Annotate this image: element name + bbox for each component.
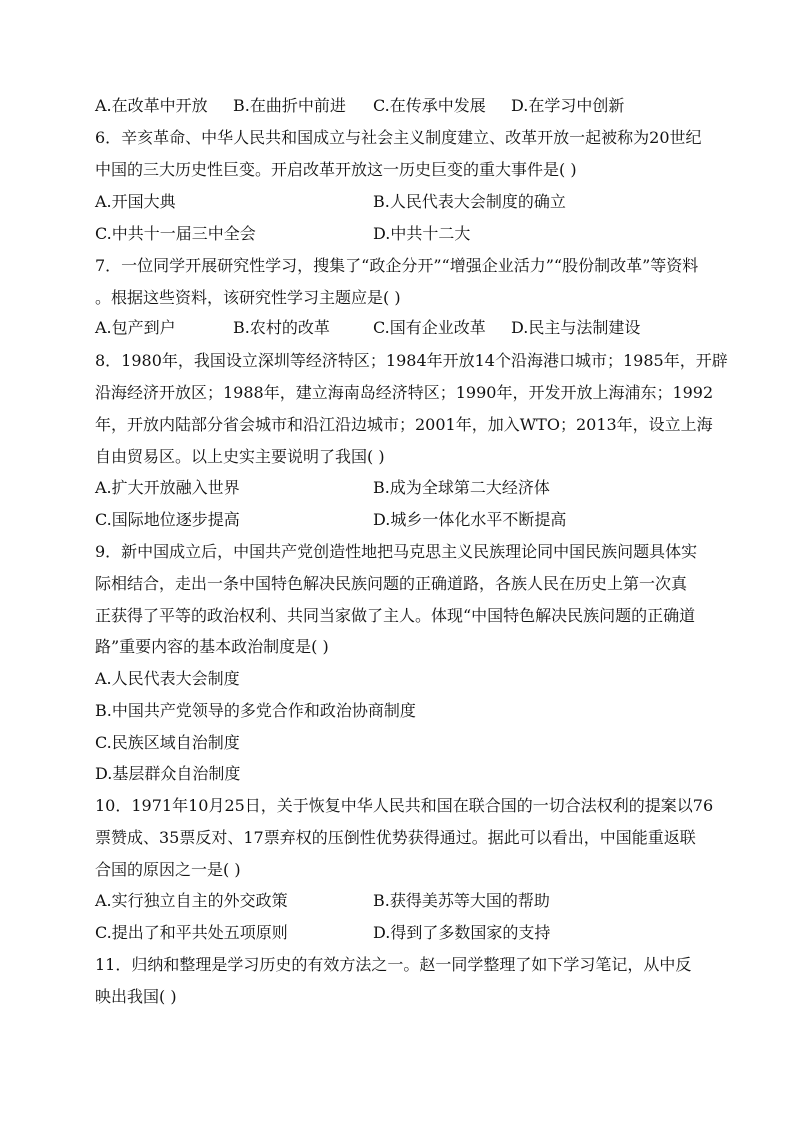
question-7-stem-line-1: 7．一位同学开展研究性学习，搜集了“政企分开”“增强企业活力”“股份制改革”等资料	[95, 256, 699, 275]
option-c[interactable]: C.提出了和平共处五项原则	[95, 923, 288, 942]
question-10-stem-line-2: 票赞成、35票反对、17票弃权的压倒性优势获得通过。据此可以看出，中国能重返联	[95, 828, 696, 847]
option-b[interactable]: B.农村的改革	[233, 318, 330, 337]
option-a[interactable]: A.在改革中开放	[95, 96, 208, 115]
option-d[interactable]: D.得到了多数国家的支持	[373, 923, 551, 942]
question-8-stem-line-4: 自由贸易区。以上史实主要说明了我国( )	[95, 447, 385, 466]
option-b[interactable]: B.中国共产党领导的多党合作和政治协商制度	[95, 701, 416, 720]
option-a[interactable]: A.实行独立自主的外交政策	[95, 891, 288, 910]
question-11-stem-line-2: 映出我国( )	[95, 987, 177, 1006]
option-a[interactable]: A.扩大开放融入世界	[95, 478, 240, 497]
question-8-stem-line-3: 年，开放内陆部分省会城市和沿江沿边城市；2001年，加入WTO；2013年，设立上海	[95, 415, 713, 434]
option-b[interactable]: B.获得美苏等大国的帮助	[373, 891, 550, 910]
option-b[interactable]: B.人民代表大会制度的确立	[373, 192, 566, 211]
question-8-stem-line-1: 8．1980年，我国设立深圳等经济特区；1984年开放14个沿海港口城市；1985年，开辟	[95, 351, 728, 370]
question-9-stem-line-1: 9．新中国成立后，中国共产党创造性地把马克思主义民族理论同中国民族问题具体实	[95, 542, 698, 561]
option-a[interactable]: A.开国大典	[95, 192, 176, 211]
question-7-stem-line-2: 。根据这些资料，该研究性学习主题应是( )	[95, 288, 401, 307]
question-8-stem-line-2: 沿海经济开放区；1988年，建立海南岛经济特区；1990年，开发开放上海浦东；1992	[95, 383, 714, 402]
option-c[interactable]: C.中共十一届三中全会	[95, 224, 256, 243]
option-c[interactable]: C.在传承中发展	[373, 96, 486, 115]
option-b[interactable]: B.成为全球第二大经济体	[373, 478, 550, 497]
question-6-stem-line-2: 中国的三大历史性巨变。开启改革开放这一历史巨变的重大事件是( )	[95, 160, 577, 179]
option-d[interactable]: D.民主与法制建设	[511, 318, 641, 337]
question-9-stem-line-2: 际相结合，走出一条中国特色解决民族问题的正确道路，各族人民在历史上第一次真	[95, 574, 688, 593]
question-11-stem-line-1: 11．归纳和整理是学习历史的有效方法之一。赵一同学整理了如下学习笔记，从中反	[95, 955, 692, 974]
option-d[interactable]: D.城乡一体化水平不断提高	[373, 510, 567, 529]
option-c[interactable]: C.国际地位逐步提高	[95, 510, 240, 529]
question-10-stem-line-3: 合国的原因之一是( )	[95, 860, 241, 879]
question-6-stem-line-1: 6．辛亥革命、中华人民共和国成立与社会主义制度建立、改革开放一起被称为20世纪	[95, 128, 702, 147]
option-d[interactable]: D.基层群众自治制度	[95, 764, 241, 783]
option-c[interactable]: C.国有企业改革	[373, 318, 486, 337]
question-9-stem-line-3: 正获得了平等的政治权利、共同当家做了主人。体现“中国特色解决民族问题的正确道	[95, 606, 696, 625]
question-9-stem-line-4: 路”重要内容的基本政治制度是( )	[95, 637, 329, 656]
question-10-stem-line-1: 10．1971年10月25日，关于恢复中华人民共和国在联合国的一切合法权利的提案以76	[95, 796, 714, 815]
option-d[interactable]: D.中共十二大	[373, 224, 471, 243]
option-a[interactable]: A.人民代表大会制度	[95, 669, 240, 688]
option-a[interactable]: A.包产到户	[95, 318, 176, 337]
option-d[interactable]: D.在学习中创新	[511, 96, 625, 115]
option-c[interactable]: C.民族区域自治制度	[95, 733, 240, 752]
option-b[interactable]: B.在曲折中前进	[233, 96, 346, 115]
